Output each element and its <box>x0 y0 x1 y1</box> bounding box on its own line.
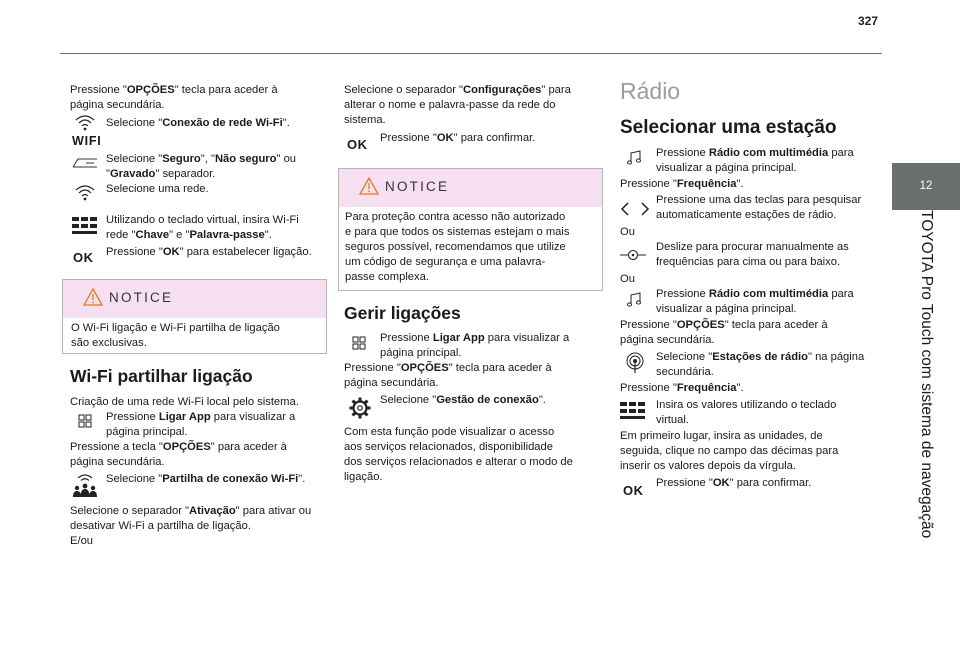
wifi-network-icon <box>74 183 96 201</box>
services-description: dos serviços relacionados e alterar o modo de <box>344 456 573 468</box>
ok-icon: OK <box>623 483 644 498</box>
configuracoes-instruction: Selecione o separador "Configurações" para <box>344 84 571 96</box>
manual-search-instruction: Deslize para procurar manualmente as <box>656 241 849 253</box>
keyboard-icon <box>72 217 98 235</box>
section-heading-manage-connections: Gerir ligações <box>344 303 461 323</box>
section-title-radio: Rádio <box>620 78 681 104</box>
frequencia-instruction: Pressione "Frequência". <box>620 382 744 394</box>
ativacao-instruction: Selecione o separador "Ativação" para ativar ou <box>70 505 312 517</box>
radio-multimedia-instruction: Pressione Rádio com multimédia para <box>656 147 854 159</box>
warning-triangle-icon <box>83 288 103 306</box>
notice-header <box>339 169 602 207</box>
ligar-app-instruction-cont: página principal. <box>106 426 188 438</box>
radio-stations-instruction-cont: secundária. <box>656 366 714 378</box>
notice-header <box>63 280 326 318</box>
partilha-instruction: Selecione "Partilha de conexão Wi-Fi". <box>106 473 306 485</box>
notice-text: O Wi-Fi ligação e Wi-Fi partilha de ligação <box>71 322 280 334</box>
chapter-title-wrap <box>892 210 960 550</box>
wifi-share-icon <box>73 473 97 499</box>
section-heading-wifi-share: Wi-Fi partilhar ligação <box>70 366 253 386</box>
notice-text: um código de segurança e uma palavra- <box>345 256 546 268</box>
wifi-network-instruction: Selecione "Conexão de rede Wi-Fi". <box>106 117 290 129</box>
keyboard-instruction-cont: rede "Chave" e "Palavra-passe". <box>106 229 272 241</box>
manual-search-instruction-cont: frequências para cima ou para baixo. <box>656 256 841 268</box>
apps-grid-icon <box>352 336 366 350</box>
radio-multimedia-instruction: Pressione Rádio com multimédia para <box>656 288 854 300</box>
opcoes-instruction-cont: página secundária. <box>344 377 439 389</box>
auto-search-instruction-cont: automaticamente estações de rádio. <box>656 209 837 221</box>
notice-text: Para proteção contra acesso não autorizado <box>345 211 566 223</box>
opcoes-instruction-cont: página secundária. <box>70 99 165 111</box>
configuracoes-instruction-end: sistema. <box>344 114 386 126</box>
frequencia-instruction: Pressione "Frequência". <box>620 178 744 190</box>
services-description: aos serviços relacionados, disponibilidade <box>344 441 553 453</box>
ligar-app-instruction-cont: página principal. <box>380 347 462 359</box>
share-description: Criação de uma rede Wi-Fi local pelo sistema. <box>70 396 299 408</box>
notice-text: passe complexa. <box>345 271 429 283</box>
auto-search-instruction: Pressione uma das teclas para pesquisar <box>656 194 862 206</box>
opcoes-instruction-cont: página secundária. <box>620 334 715 346</box>
header-divider <box>60 53 882 54</box>
opcoes-instruction: Pressione "OPÇÕES" tecla para aceder à <box>344 362 552 374</box>
chapter-tab[interactable]: 12 <box>892 163 960 210</box>
security-tab-instruction-cont: "Gravado" separador. <box>106 168 216 180</box>
wifi-label-icon: WIFI <box>72 134 102 148</box>
ou-text: Ou <box>620 273 635 285</box>
notice-title: NOTICE <box>385 179 450 194</box>
chevron-left-right-icon <box>620 201 650 217</box>
notice-text-cont: são exclusivas. <box>71 337 147 349</box>
notice-text: seguros possível, recomendamos que utilize <box>345 241 566 253</box>
gestao-instruction: Selecione "Gestão de conexão". <box>380 394 546 406</box>
notice-box-exclusive <box>62 279 327 354</box>
notice-box-security <box>338 168 603 291</box>
keyboard-instruction: Utilizando o teclado virtual, insira Wi-Fi <box>106 214 299 226</box>
radio-station-icon <box>624 352 646 374</box>
ligar-app-instruction: Pressione Ligar App para visualizar a <box>380 332 570 344</box>
opcoes-instruction: Pressione "OPÇÕES" tecla para aceder à <box>70 84 278 96</box>
gear-icon <box>349 397 371 419</box>
select-network-instruction: Selecione uma rede. <box>106 183 209 195</box>
notice-text: e para que todos os sistemas estejam o mais <box>345 226 570 238</box>
units-instruction: seguida, clique no campo das décimas para <box>620 445 839 457</box>
ok-confirm-instruction: Pressione "OK" para confirmar. <box>656 477 812 489</box>
ok-confirm-instruction: Pressione "OK" para confirmar. <box>380 132 536 144</box>
ligar-app-instruction: Pressione Ligar App para visualizar a <box>106 411 296 423</box>
e-ou-text: E/ou <box>70 535 94 547</box>
enter-values-instruction: Insira os valores utilizando o teclado <box>656 399 837 411</box>
music-note-icon <box>626 292 642 308</box>
page-number: 327 <box>857 14 878 28</box>
ou-text: Ou <box>620 226 635 238</box>
chapter-title: TOYOTA Pro Touch com sistema de navegação <box>918 210 935 539</box>
enter-values-instruction-cont: virtual. <box>656 414 689 426</box>
configuracoes-instruction-cont: alterar o nome e palavra-passe da rede do <box>344 99 556 111</box>
ok-icon: OK <box>347 137 368 152</box>
music-note-icon <box>626 150 642 166</box>
keyboard-icon <box>620 402 646 420</box>
services-description: ligação. <box>344 471 383 483</box>
radio-multimedia-instruction-cont: visualizar a página principal. <box>656 162 797 174</box>
units-instruction: inserir os valores depois da vírgula. <box>620 460 796 472</box>
ok-icon: OK <box>73 250 94 265</box>
frequency-slider-icon <box>620 247 646 263</box>
notice-title: NOTICE <box>109 290 174 305</box>
units-instruction: Em primeiro lugar, insira as unidades, de <box>620 430 823 442</box>
radio-stations-instruction: Selecione "Estações de rádio" na página <box>656 351 865 363</box>
opcoes-key-instruction: Pressione a tecla "OPÇÕES" para aceder à <box>70 441 287 453</box>
opcoes-key-instruction-cont: página secundária. <box>70 456 165 468</box>
apps-grid-icon <box>78 414 92 428</box>
ativacao-instruction-cont: desativar Wi-Fi a partilha de ligação. <box>70 520 251 532</box>
opcoes-instruction: Pressione "OPÇÕES" tecla para aceder à <box>620 319 828 331</box>
ok-connect-instruction: Pressione "OK" para estabelecer ligação. <box>106 246 312 258</box>
radio-multimedia-instruction-cont: visualizar a página principal. <box>656 303 797 315</box>
tab-selector-icon <box>72 154 98 168</box>
security-tab-instruction: Selecione "Seguro", "Não seguro" ou <box>106 153 297 165</box>
wifi-signal-icon <box>74 113 96 131</box>
section-heading-select-station: Selecionar uma estação <box>620 117 837 138</box>
services-description: Com esta função pode visualizar o acesso <box>344 426 555 438</box>
warning-triangle-icon <box>359 177 379 195</box>
